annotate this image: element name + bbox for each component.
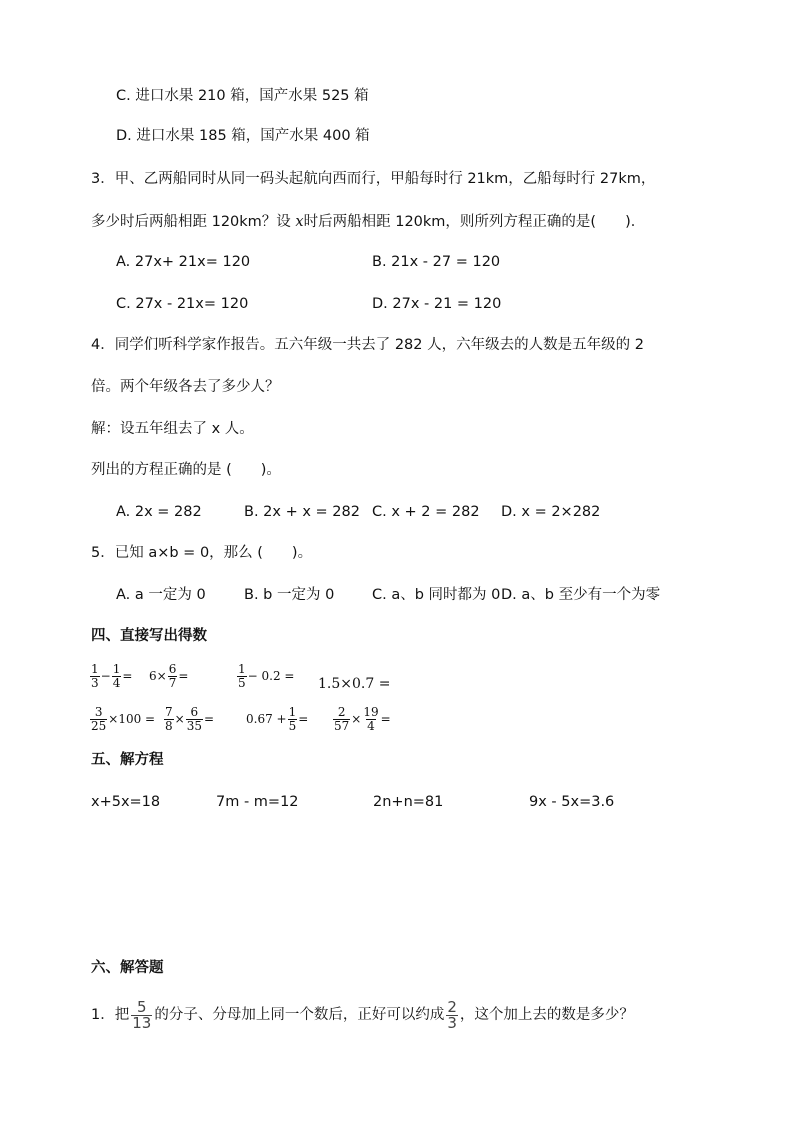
q1-end: ，这个加上去的数是多少？ <box>459 1007 634 1023</box>
equation-4: 9x - 5x=3.6 <box>529 794 615 810</box>
numerator: 6 <box>190 705 199 719</box>
q5-option-b: B. b 一定为 0 <box>244 587 335 603</box>
calc-expr-8 <box>332 706 391 733</box>
denominator: 4 <box>112 676 121 690</box>
denominator: 8 <box>165 719 173 733</box>
q4-option-a: A. 2x = 282 <box>116 504 202 520</box>
q5-option-d: D. a、b 至少有一个为零 <box>501 587 661 603</box>
calc-expr-6 <box>163 706 214 733</box>
operator: − <box>100 669 111 683</box>
denominator: 25 <box>91 719 107 733</box>
calc-expr-3 <box>236 663 294 690</box>
fraction <box>186 706 203 733</box>
q3-line2 <box>91 212 645 232</box>
q1-lead: 1．把 <box>91 1007 130 1023</box>
section4-title: 四、直接写出得数 <box>91 628 207 644</box>
q3-line2-start: 多少时后两船相距 120km？设 <box>91 214 296 230</box>
q3-line2-end: 时后两船相距 120km，则所列方程正确的是( )． <box>303 214 646 230</box>
denominator: 3 <box>447 1013 457 1032</box>
section5-title: 五、解方程 <box>91 752 164 768</box>
q3-variable: x <box>295 214 304 230</box>
expr-rest: − 0.2 = <box>247 669 295 683</box>
denominator: 3 <box>91 676 99 690</box>
equation-2: 7m - m=12 <box>216 794 299 810</box>
numerator: 1 <box>91 662 99 676</box>
denominator: 5 <box>288 719 297 733</box>
equals: = <box>203 712 215 726</box>
section6-title: 六、解答题 <box>91 960 164 976</box>
whole-part: 6× <box>149 669 167 683</box>
q4-line2: 倍。两个年级各去了多少人？ <box>91 379 280 395</box>
equation-1: x+5x=18 <box>91 794 161 810</box>
numerator: 5 <box>137 997 147 1016</box>
operator: × <box>351 712 362 726</box>
fraction <box>333 706 350 733</box>
expr-rest: ×100 = <box>108 712 156 726</box>
numerator: 1 <box>112 662 121 676</box>
fraction <box>237 663 247 690</box>
fraction <box>362 706 379 733</box>
equals: = <box>298 712 309 726</box>
fraction <box>446 997 458 1032</box>
equation-3: 2n+n=81 <box>373 794 444 810</box>
numerator: 1 <box>288 705 297 719</box>
fraction <box>131 997 152 1032</box>
denominator: 5 <box>238 676 246 690</box>
q4-option-c: C. x + 2 = 282 <box>372 504 480 520</box>
q5-option-a: A. a 一定为 0 <box>116 587 206 603</box>
denominator: 57 <box>334 719 350 733</box>
fraction <box>288 706 298 733</box>
q4-line1: 4．同学们听科学家作报告。五六年级一共去了 282 人，六年级去的人数是五年级的 2 <box>91 337 644 353</box>
numerator: 7 <box>165 705 173 719</box>
denominator: 13 <box>132 1013 152 1032</box>
q4-prompt: 列出的方程正确的是 ( )。 <box>91 462 281 478</box>
denominator: 7 <box>168 676 177 690</box>
denominator: 4 <box>367 719 375 733</box>
numerator: 3 <box>94 705 103 719</box>
calc-expr-7 <box>246 706 308 733</box>
equals: = <box>380 712 391 726</box>
calc-expr-2 <box>149 663 188 690</box>
q3-line1: 3．甲、乙两船同时从同一码头起航向西而行，甲船每时行 21km，乙船每时行 27km， <box>91 171 656 187</box>
option-c-fruit: C. 进口水果 210 箱，国产水果 525 箱 <box>116 88 369 104</box>
q5-line1: 5．已知 a×b = 0，那么 ( )。 <box>91 545 313 561</box>
q3-option-d: D. 27x - 21 = 120 <box>372 296 502 312</box>
sec6-question-1 <box>91 997 634 1032</box>
q5-option-c: C. a、b 同时都为 0 <box>372 587 501 603</box>
q3-option-b: B. 21x - 27 = 120 <box>372 254 501 270</box>
whole-part: 0.67 + <box>246 712 287 726</box>
q4-solution-setup: 解：设五年组去了 x 人。 <box>91 421 254 437</box>
q3-option-a: A. 27x+ 21x= 120 <box>116 254 251 270</box>
fraction <box>90 663 100 690</box>
q4-option-d: D. x = 2×282 <box>501 504 601 520</box>
equals: = <box>178 669 189 683</box>
option-d-fruit: D. 进口水果 185 箱，国产水果 400 箱 <box>116 128 370 144</box>
denominator: 35 <box>186 719 202 733</box>
numerator: 6 <box>168 662 177 676</box>
operator: × <box>174 712 185 726</box>
q4-option-b: B. 2x + x = 282 <box>244 504 360 520</box>
q1-middle: 的分子、分母加上同一个数后，正好可以约成 <box>154 1007 445 1023</box>
numerator: 2 <box>447 997 457 1016</box>
q3-option-c: C. 27x - 21x= 120 <box>116 296 249 312</box>
fraction <box>164 706 174 733</box>
numerator: 19 <box>363 705 379 719</box>
numerator: 2 <box>337 705 346 719</box>
calc-expr-5 <box>89 706 155 733</box>
calc-expr-1 <box>89 663 132 690</box>
fraction <box>112 663 122 690</box>
fraction <box>90 706 107 733</box>
fraction <box>168 663 178 690</box>
calc-expr-4: 1.5×0.7 = <box>318 676 391 692</box>
equals: = <box>122 669 133 683</box>
numerator: 1 <box>238 662 246 676</box>
